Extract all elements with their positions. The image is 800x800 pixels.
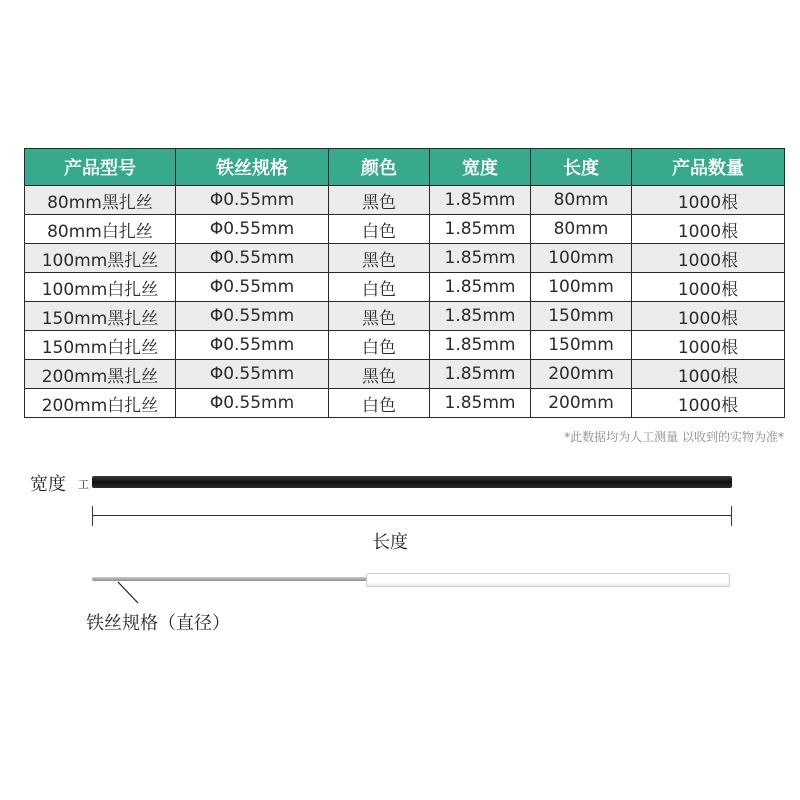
cell-color: 白色 bbox=[329, 331, 430, 360]
cell-quantity: 1000根 bbox=[632, 331, 785, 360]
header-color: 颜色 bbox=[329, 149, 430, 186]
spec-table-body bbox=[25, 186, 785, 418]
cell-model: 150mm黑扎丝 bbox=[25, 302, 176, 331]
cell-width: 1.85mm bbox=[430, 302, 531, 331]
cell-length: 80mm bbox=[531, 186, 632, 215]
table-row bbox=[25, 244, 785, 273]
table-row bbox=[25, 273, 785, 302]
cell-color: 白色 bbox=[329, 273, 430, 302]
header-row bbox=[25, 149, 785, 186]
cell-quantity: 1000根 bbox=[632, 186, 785, 215]
cell-width: 1.85mm bbox=[430, 389, 531, 418]
table-row bbox=[25, 302, 785, 331]
cell-quantity: 1000根 bbox=[632, 215, 785, 244]
cell-length: 200mm bbox=[531, 360, 632, 389]
table-row bbox=[25, 186, 785, 215]
diameter-label: 铁丝规格（直径） bbox=[86, 613, 230, 634]
cell-wire-spec: Φ0.55mm bbox=[176, 331, 329, 360]
cell-color: 黑色 bbox=[329, 244, 430, 273]
cell-wire-spec: Φ0.55mm bbox=[176, 389, 329, 418]
length-dimension-tick-left bbox=[92, 506, 93, 526]
cell-length: 100mm bbox=[531, 273, 632, 302]
header-length: 长度 bbox=[531, 149, 632, 186]
cell-color: 黑色 bbox=[329, 302, 430, 331]
cell-length: 200mm bbox=[531, 389, 632, 418]
width-label: 宽度 bbox=[30, 474, 66, 495]
cell-width: 1.85mm bbox=[430, 244, 531, 273]
length-label: 长度 bbox=[372, 532, 408, 553]
header-wire-spec: 铁丝规格 bbox=[176, 149, 329, 186]
cell-quantity: 1000根 bbox=[632, 389, 785, 418]
cell-wire-spec: Φ0.55mm bbox=[176, 360, 329, 389]
cell-color: 黑色 bbox=[329, 186, 430, 215]
cell-wire-spec: Φ0.55mm bbox=[176, 244, 329, 273]
spec-table-head bbox=[25, 149, 785, 186]
cell-length: 80mm bbox=[531, 215, 632, 244]
header-width: 宽度 bbox=[430, 149, 531, 186]
header-quantity: 产品数量 bbox=[632, 149, 785, 186]
cell-wire-spec: Φ0.55mm bbox=[176, 186, 329, 215]
spec-table bbox=[24, 148, 785, 418]
cell-quantity: 1000根 bbox=[632, 244, 785, 273]
length-dimension-tick-right bbox=[731, 506, 732, 526]
length-dimension-line bbox=[92, 515, 732, 516]
cell-model: 200mm黑扎丝 bbox=[25, 360, 176, 389]
cell-quantity: 1000根 bbox=[632, 360, 785, 389]
cell-model: 150mm白扎丝 bbox=[25, 331, 176, 360]
table-row bbox=[25, 389, 785, 418]
table-row bbox=[25, 331, 785, 360]
table-row bbox=[25, 215, 785, 244]
cell-model: 80mm白扎丝 bbox=[25, 215, 176, 244]
cell-wire-spec: Φ0.55mm bbox=[176, 302, 329, 331]
cell-model: 100mm黑扎丝 bbox=[25, 244, 176, 273]
cell-length: 100mm bbox=[531, 244, 632, 273]
cell-wire-spec: Φ0.55mm bbox=[176, 273, 329, 302]
cell-quantity: 1000根 bbox=[632, 302, 785, 331]
cell-width: 1.85mm bbox=[430, 273, 531, 302]
cell-model: 200mm白扎丝 bbox=[25, 389, 176, 418]
cell-color: 黑色 bbox=[329, 360, 430, 389]
cell-color: 白色 bbox=[329, 215, 430, 244]
header-model: 产品型号 bbox=[25, 149, 176, 186]
cell-width: 1.85mm bbox=[430, 360, 531, 389]
cell-length: 150mm bbox=[531, 331, 632, 360]
cell-wire-spec: Φ0.55mm bbox=[176, 215, 329, 244]
cell-quantity: 1000根 bbox=[632, 273, 785, 302]
white-twist-tie bbox=[366, 573, 730, 587]
cell-color: 白色 bbox=[329, 389, 430, 418]
cell-length: 150mm bbox=[531, 302, 632, 331]
black-twist-tie bbox=[92, 476, 732, 488]
measurement-note: *此数据均为人工测量 以收到的实物为准* bbox=[564, 430, 784, 444]
cell-width: 1.85mm bbox=[430, 331, 531, 360]
table-row bbox=[25, 360, 785, 389]
cell-width: 1.85mm bbox=[430, 215, 531, 244]
cell-model: 80mm黑扎丝 bbox=[25, 186, 176, 215]
width-marker: 工 bbox=[78, 478, 89, 491]
exposed-wire-core bbox=[92, 577, 368, 581]
cell-model: 100mm白扎丝 bbox=[25, 273, 176, 302]
cell-width: 1.85mm bbox=[430, 186, 531, 215]
